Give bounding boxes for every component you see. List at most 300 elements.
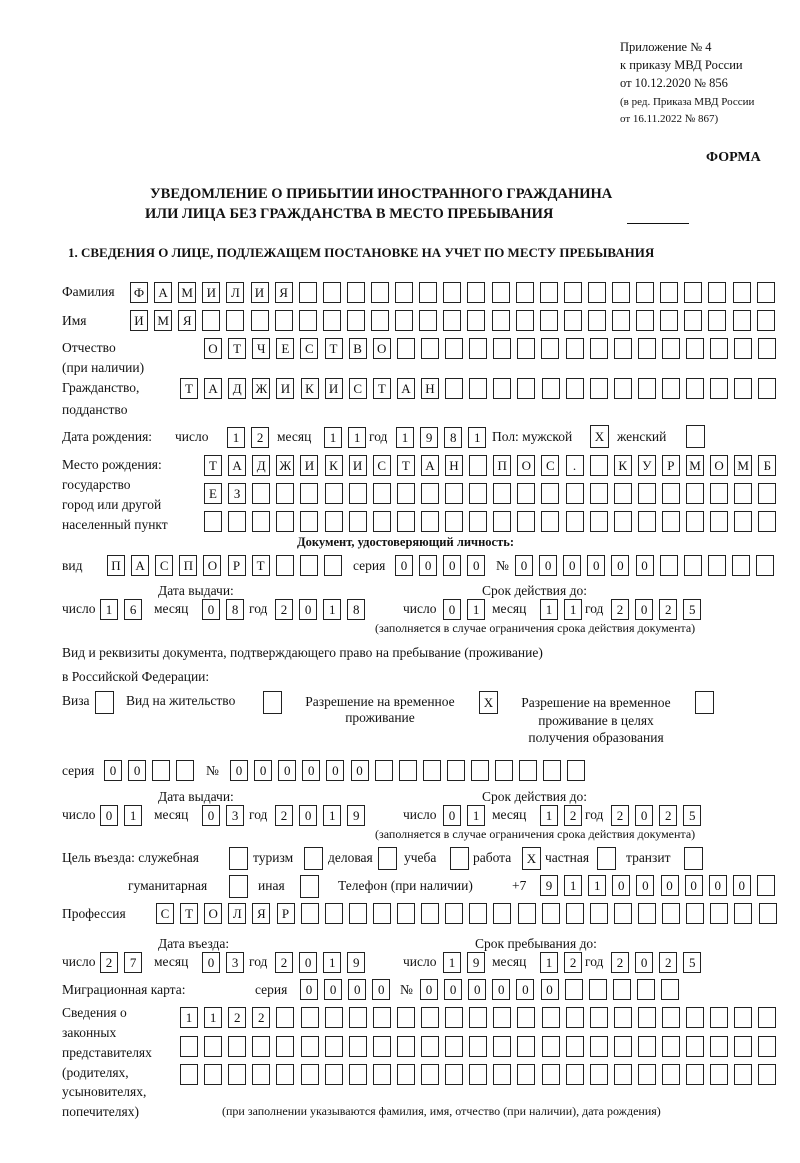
stay-until-year-cell[interactable]: 2 [611,952,629,973]
birthplace-1-cell[interactable]: О [517,455,535,476]
phone-cell[interactable]: 0 [661,875,679,896]
legal-rep-1-cell[interactable] [662,1007,680,1028]
phone-cell[interactable]: 0 [733,875,751,896]
birthplace-1-cell[interactable]: И [300,455,318,476]
stay-valid-year-cell[interactable]: 2 [659,805,677,826]
doc-series-cell[interactable]: 0 [443,555,461,576]
citizenship-cell[interactable] [493,378,511,399]
doc-issue-year-cell[interactable]: 8 [347,599,365,620]
citizenship-cell[interactable] [566,378,584,399]
legal-rep-2-cell[interactable] [349,1036,367,1057]
purpose-humanitarian-checkbox[interactable] [229,875,248,898]
doc-number-cell[interactable] [684,555,702,576]
legal-rep-1-cell[interactable] [758,1007,776,1028]
legal-rep-2-cell[interactable] [397,1036,415,1057]
birthplace-3-cell[interactable] [662,511,680,532]
profession-cell[interactable] [518,903,536,924]
legal-rep-2-cell[interactable] [252,1036,270,1057]
birthplace-2-cell[interactable]: Е [204,483,222,504]
citizenship-cell[interactable]: Д [228,378,246,399]
legal-rep-3-cell[interactable] [734,1064,752,1085]
doc-valid-year-cell[interactable]: 5 [683,599,701,620]
birthplace-2-cell[interactable] [517,483,535,504]
birthplace-1-cell[interactable]: . [566,455,584,476]
birthplace-3-cell[interactable] [325,511,343,532]
citizenship-cell[interactable]: И [276,378,294,399]
stay-number-cell[interactable] [543,760,561,781]
birthplace-3-cell[interactable] [252,511,270,532]
birthplace-2-cell[interactable] [325,483,343,504]
patronymic-cell[interactable]: Ч [252,338,270,359]
doc-valid-year-cell[interactable]: 0 [635,599,653,620]
surname-cell[interactable] [684,282,702,303]
legal-rep-2-cell[interactable] [758,1036,776,1057]
profession-cell[interactable] [445,903,463,924]
phone-cell[interactable]: 0 [685,875,703,896]
name-cell[interactable] [371,310,389,331]
birthplace-3-cell[interactable] [614,511,632,532]
legal-rep-3-cell[interactable] [758,1064,776,1085]
stay-number-cell[interactable]: 0 [230,760,248,781]
birthplace-3-cell[interactable] [541,511,559,532]
mig-number-cell[interactable]: 0 [492,979,510,1000]
profession-cell[interactable] [469,903,487,924]
visa-checkbox[interactable] [95,691,114,714]
surname-cell[interactable] [347,282,365,303]
purpose-service-checkbox[interactable] [229,847,248,870]
patronymic-cell[interactable] [566,338,584,359]
doc-kind-cell[interactable] [324,555,342,576]
patronymic-cell[interactable] [734,338,752,359]
citizenship-cell[interactable] [710,378,728,399]
citizenship-cell[interactable]: Ж [252,378,270,399]
birthplace-3-cell[interactable] [590,511,608,532]
citizenship-cell[interactable]: И [325,378,343,399]
legal-rep-1-cell[interactable] [566,1007,584,1028]
citizenship-cell[interactable]: К [301,378,319,399]
doc-kind-cell[interactable] [300,555,318,576]
birthplace-2-cell[interactable] [638,483,656,504]
stay-number-cell[interactable] [567,760,585,781]
mig-series-cell[interactable]: 0 [372,979,390,1000]
purpose-study-checkbox[interactable] [450,847,469,870]
surname-cell[interactable] [443,282,461,303]
profession-cell[interactable]: Р [277,903,295,924]
patronymic-cell[interactable]: В [349,338,367,359]
entry-year-cell[interactable]: 1 [323,952,341,973]
birthplace-1-cell[interactable]: С [373,455,391,476]
name-cell[interactable] [636,310,654,331]
mig-number-cell[interactable]: 0 [516,979,534,1000]
patronymic-cell[interactable] [590,338,608,359]
stay-number-cell[interactable]: 0 [302,760,320,781]
legal-rep-3-cell[interactable] [276,1064,294,1085]
entry-year-cell[interactable]: 9 [347,952,365,973]
name-cell[interactable] [347,310,365,331]
profession-cell[interactable]: Л [228,903,246,924]
surname-cell[interactable] [733,282,751,303]
surname-cell[interactable] [540,282,558,303]
legal-rep-1-cell[interactable]: 1 [204,1007,222,1028]
profession-cell[interactable] [325,903,343,924]
birthplace-2-cell[interactable] [349,483,367,504]
patronymic-cell[interactable]: С [300,338,318,359]
profession-cell[interactable] [421,903,439,924]
phone-cell[interactable]: 9 [540,875,558,896]
patronymic-cell[interactable]: О [373,338,391,359]
dob-year-cell[interactable]: 1 [396,427,414,448]
stay-series-cell[interactable] [176,760,194,781]
name-cell[interactable] [443,310,461,331]
doc-kind-cell[interactable] [276,555,294,576]
birthplace-1-cell[interactable]: К [325,455,343,476]
profession-cell[interactable]: О [204,903,222,924]
entry-month-cell[interactable]: 0 [202,952,220,973]
legal-rep-1-cell[interactable] [614,1007,632,1028]
doc-number-cell[interactable] [732,555,750,576]
doc-issue-year-cell[interactable]: 2 [275,599,293,620]
legal-rep-3-cell[interactable] [349,1064,367,1085]
citizenship-cell[interactable] [734,378,752,399]
entry-day-cell[interactable]: 7 [124,952,142,973]
birthplace-3-cell[interactable] [710,511,728,532]
stay-number-cell[interactable] [471,760,489,781]
legal-rep-1-cell[interactable] [373,1007,391,1028]
patronymic-cell[interactable] [758,338,776,359]
doc-valid-year-cell[interactable]: 2 [611,599,629,620]
legal-rep-3-cell[interactable] [204,1064,222,1085]
legal-rep-2-cell[interactable] [710,1036,728,1057]
surname-cell[interactable]: Я [275,282,293,303]
doc-number-cell[interactable]: 0 [515,555,533,576]
stay-number-cell[interactable] [399,760,417,781]
mig-number-cell[interactable] [589,979,607,1000]
surname-cell[interactable] [419,282,437,303]
legal-rep-2-cell[interactable] [421,1036,439,1057]
phone-cell[interactable]: 0 [636,875,654,896]
legal-rep-3-cell[interactable] [662,1064,680,1085]
patronymic-cell[interactable]: Е [276,338,294,359]
stay-number-cell[interactable]: 0 [326,760,344,781]
mig-number-cell[interactable] [613,979,631,1000]
citizenship-cell[interactable] [469,378,487,399]
legal-rep-3-cell[interactable] [373,1064,391,1085]
birthplace-1-cell[interactable] [590,455,608,476]
surname-cell[interactable]: Ф [130,282,148,303]
surname-cell[interactable] [588,282,606,303]
birthplace-2-cell[interactable] [300,483,318,504]
stay-until-year-cell[interactable]: 2 [659,952,677,973]
citizenship-cell[interactable] [590,378,608,399]
patronymic-cell[interactable] [541,338,559,359]
birthplace-2-cell[interactable] [541,483,559,504]
surname-cell[interactable] [612,282,630,303]
legal-rep-2-cell[interactable] [686,1036,704,1057]
legal-rep-2-cell[interactable] [638,1036,656,1057]
phone-cell[interactable]: 0 [612,875,630,896]
legal-rep-1-cell[interactable] [349,1007,367,1028]
legal-rep-3-cell[interactable] [517,1064,535,1085]
stay-valid-day-cell[interactable]: 0 [443,805,461,826]
birthplace-3-cell[interactable] [566,511,584,532]
stay-valid-day-cell[interactable]: 1 [467,805,485,826]
birthplace-1-cell[interactable]: Н [445,455,463,476]
name-cell[interactable] [202,310,220,331]
name-cell[interactable] [226,310,244,331]
stay-number-cell[interactable] [423,760,441,781]
purpose-business-checkbox[interactable] [378,847,397,870]
surname-cell[interactable] [323,282,341,303]
birthplace-3-cell[interactable] [493,511,511,532]
doc-number-cell[interactable] [756,555,774,576]
purpose-private-checkbox[interactable] [597,847,616,870]
legal-rep-2-cell[interactable] [590,1036,608,1057]
purpose-work-checkbox[interactable]: X [522,847,541,870]
birthplace-2-cell[interactable] [758,483,776,504]
legal-rep-2-cell[interactable] [325,1036,343,1057]
birthplace-3-cell[interactable] [349,511,367,532]
surname-cell[interactable] [492,282,510,303]
mig-number-cell[interactable]: 0 [420,979,438,1000]
birthplace-2-cell[interactable] [397,483,415,504]
name-cell[interactable] [299,310,317,331]
birthplace-1-cell[interactable]: А [421,455,439,476]
birthplace-3-cell[interactable] [758,511,776,532]
doc-number-cell[interactable] [708,555,726,576]
doc-kind-cell[interactable]: Р [228,555,246,576]
birthplace-2-cell[interactable] [445,483,463,504]
birthplace-3-cell[interactable] [517,511,535,532]
legal-rep-3-cell[interactable] [469,1064,487,1085]
doc-valid-year-cell[interactable]: 2 [659,599,677,620]
entry-year-cell[interactable]: 0 [299,952,317,973]
stay-issue-year-cell[interactable]: 9 [347,805,365,826]
doc-number-cell[interactable]: 0 [636,555,654,576]
profession-cell[interactable] [542,903,560,924]
legal-rep-1-cell[interactable] [710,1007,728,1028]
birthplace-1-cell[interactable]: М [734,455,752,476]
legal-rep-2-cell[interactable] [301,1036,319,1057]
trp-checkbox[interactable]: X [479,691,498,714]
doc-number-cell[interactable]: 0 [587,555,605,576]
citizenship-cell[interactable] [542,378,560,399]
doc-issue-day-cell[interactable]: 6 [124,599,142,620]
birthplace-1-cell[interactable]: Т [204,455,222,476]
birthplace-3-cell[interactable] [638,511,656,532]
stay-until-year-cell[interactable]: 0 [635,952,653,973]
legal-rep-1-cell[interactable]: 2 [228,1007,246,1028]
birthplace-2-cell[interactable] [566,483,584,504]
patronymic-cell[interactable] [421,338,439,359]
name-cell[interactable] [395,310,413,331]
stay-issue-day-cell[interactable]: 0 [100,805,118,826]
stay-number-cell[interactable]: 0 [351,760,369,781]
patronymic-cell[interactable]: О [204,338,222,359]
legal-rep-3-cell[interactable] [421,1064,439,1085]
birthplace-3-cell[interactable] [686,511,704,532]
legal-rep-1-cell[interactable] [686,1007,704,1028]
patronymic-cell[interactable] [493,338,511,359]
mig-number-cell[interactable]: 0 [468,979,486,1000]
legal-rep-1-cell[interactable]: 2 [252,1007,270,1028]
dob-day-cell[interactable]: 1 [227,427,245,448]
birthplace-1-cell[interactable]: У [638,455,656,476]
legal-rep-2-cell[interactable] [734,1036,752,1057]
doc-valid-day-cell[interactable]: 1 [467,599,485,620]
name-cell[interactable] [612,310,630,331]
patronymic-cell[interactable] [397,338,415,359]
surname-cell[interactable]: М [178,282,196,303]
name-cell[interactable] [588,310,606,331]
legal-rep-2-cell[interactable] [542,1036,560,1057]
doc-kind-cell[interactable]: П [179,555,197,576]
doc-issue-year-cell[interactable]: 1 [323,599,341,620]
profession-cell[interactable] [614,903,632,924]
doc-issue-month-cell[interactable]: 0 [202,599,220,620]
birthplace-1-cell[interactable]: С [541,455,559,476]
birthplace-1-cell[interactable]: К [614,455,632,476]
legal-rep-3-cell[interactable] [542,1064,560,1085]
purpose-tourism-checkbox[interactable] [304,847,323,870]
legal-rep-1-cell[interactable] [542,1007,560,1028]
mig-number-cell[interactable]: 0 [541,979,559,1000]
legal-rep-2-cell[interactable] [517,1036,535,1057]
legal-rep-2-cell[interactable] [469,1036,487,1057]
legal-rep-2-cell[interactable] [614,1036,632,1057]
stay-valid-year-cell[interactable]: 2 [611,805,629,826]
name-cell[interactable] [516,310,534,331]
name-cell[interactable] [540,310,558,331]
legal-rep-3-cell[interactable] [493,1064,511,1085]
phone-cell[interactable]: 1 [564,875,582,896]
stay-valid-month-cell[interactable]: 2 [564,805,582,826]
sex-female-checkbox[interactable] [686,425,705,448]
name-cell[interactable] [467,310,485,331]
stay-issue-year-cell[interactable]: 1 [323,805,341,826]
legal-rep-3-cell[interactable] [590,1064,608,1085]
profession-cell[interactable] [373,903,391,924]
legal-rep-3-cell[interactable] [445,1064,463,1085]
birthplace-2-cell[interactable] [734,483,752,504]
surname-cell[interactable] [660,282,678,303]
patronymic-cell[interactable] [517,338,535,359]
stay-until-month-cell[interactable]: 2 [564,952,582,973]
birthplace-2-cell[interactable] [469,483,487,504]
legal-rep-2-cell[interactable] [180,1036,198,1057]
mig-series-cell[interactable]: 0 [348,979,366,1000]
legal-rep-2-cell[interactable] [445,1036,463,1057]
surname-cell[interactable] [371,282,389,303]
birthplace-2-cell[interactable] [373,483,391,504]
patronymic-cell[interactable] [614,338,632,359]
profession-cell[interactable]: Т [180,903,198,924]
legal-rep-1-cell[interactable] [493,1007,511,1028]
legal-rep-1-cell[interactable] [517,1007,535,1028]
profession-cell[interactable] [397,903,415,924]
birthplace-3-cell[interactable] [469,511,487,532]
legal-rep-1-cell[interactable] [276,1007,294,1028]
legal-rep-1-cell[interactable]: 1 [180,1007,198,1028]
surname-cell[interactable] [564,282,582,303]
surname-cell[interactable] [516,282,534,303]
legal-rep-1-cell[interactable] [301,1007,319,1028]
doc-kind-cell[interactable]: П [107,555,125,576]
phone-cell[interactable]: 1 [588,875,606,896]
mig-number-cell[interactable] [637,979,655,1000]
birthplace-1-cell[interactable] [469,455,487,476]
patronymic-cell[interactable] [469,338,487,359]
birthplace-1-cell[interactable]: П [493,455,511,476]
dob-day-cell[interactable]: 2 [251,427,269,448]
legal-rep-2-cell[interactable] [493,1036,511,1057]
birthplace-2-cell[interactable] [252,483,270,504]
stay-number-cell[interactable]: 0 [254,760,272,781]
name-cell[interactable] [492,310,510,331]
profession-cell[interactable] [710,903,728,924]
profession-cell[interactable] [686,903,704,924]
legal-rep-3-cell[interactable] [325,1064,343,1085]
birthplace-2-cell[interactable] [421,483,439,504]
citizenship-cell[interactable]: А [397,378,415,399]
citizenship-cell[interactable]: Т [180,378,198,399]
legal-rep-3-cell[interactable] [397,1064,415,1085]
doc-issue-year-cell[interactable]: 0 [299,599,317,620]
patronymic-cell[interactable] [662,338,680,359]
stay-number-cell[interactable]: 0 [278,760,296,781]
mig-number-cell[interactable]: 0 [444,979,462,1000]
name-cell[interactable]: И [130,310,148,331]
birthplace-3-cell[interactable] [445,511,463,532]
legal-rep-1-cell[interactable] [445,1007,463,1028]
name-cell[interactable] [684,310,702,331]
sex-male-checkbox[interactable]: X [590,425,609,448]
birthplace-3-cell[interactable] [397,511,415,532]
citizenship-cell[interactable] [758,378,776,399]
birthplace-1-cell[interactable]: Б [758,455,776,476]
birthplace-3-cell[interactable] [373,511,391,532]
legal-rep-2-cell[interactable] [373,1036,391,1057]
name-cell[interactable] [323,310,341,331]
doc-series-cell[interactable]: 0 [467,555,485,576]
name-cell[interactable] [733,310,751,331]
legal-rep-3-cell[interactable] [686,1064,704,1085]
stay-series-cell[interactable]: 0 [128,760,146,781]
dob-month-cell[interactable]: 1 [324,427,342,448]
stay-number-cell[interactable] [375,760,393,781]
doc-series-cell[interactable]: 0 [419,555,437,576]
entry-month-cell[interactable]: 3 [226,952,244,973]
birthplace-2-cell[interactable] [493,483,511,504]
phone-cell[interactable]: 0 [709,875,727,896]
legal-rep-1-cell[interactable] [590,1007,608,1028]
legal-rep-3-cell[interactable] [301,1064,319,1085]
birthplace-2-cell[interactable]: З [228,483,246,504]
birthplace-2-cell[interactable] [614,483,632,504]
surname-cell[interactable] [708,282,726,303]
birthplace-3-cell[interactable] [204,511,222,532]
legal-rep-1-cell[interactable] [397,1007,415,1028]
birthplace-1-cell[interactable]: Д [252,455,270,476]
stay-issue-day-cell[interactable]: 1 [124,805,142,826]
stay-number-cell[interactable] [447,760,465,781]
citizenship-cell[interactable] [614,378,632,399]
surname-cell[interactable] [395,282,413,303]
doc-number-cell[interactable]: 0 [611,555,629,576]
surname-cell[interactable] [636,282,654,303]
stay-issue-year-cell[interactable]: 0 [299,805,317,826]
birthplace-2-cell[interactable] [686,483,704,504]
birthplace-2-cell[interactable] [276,483,294,504]
